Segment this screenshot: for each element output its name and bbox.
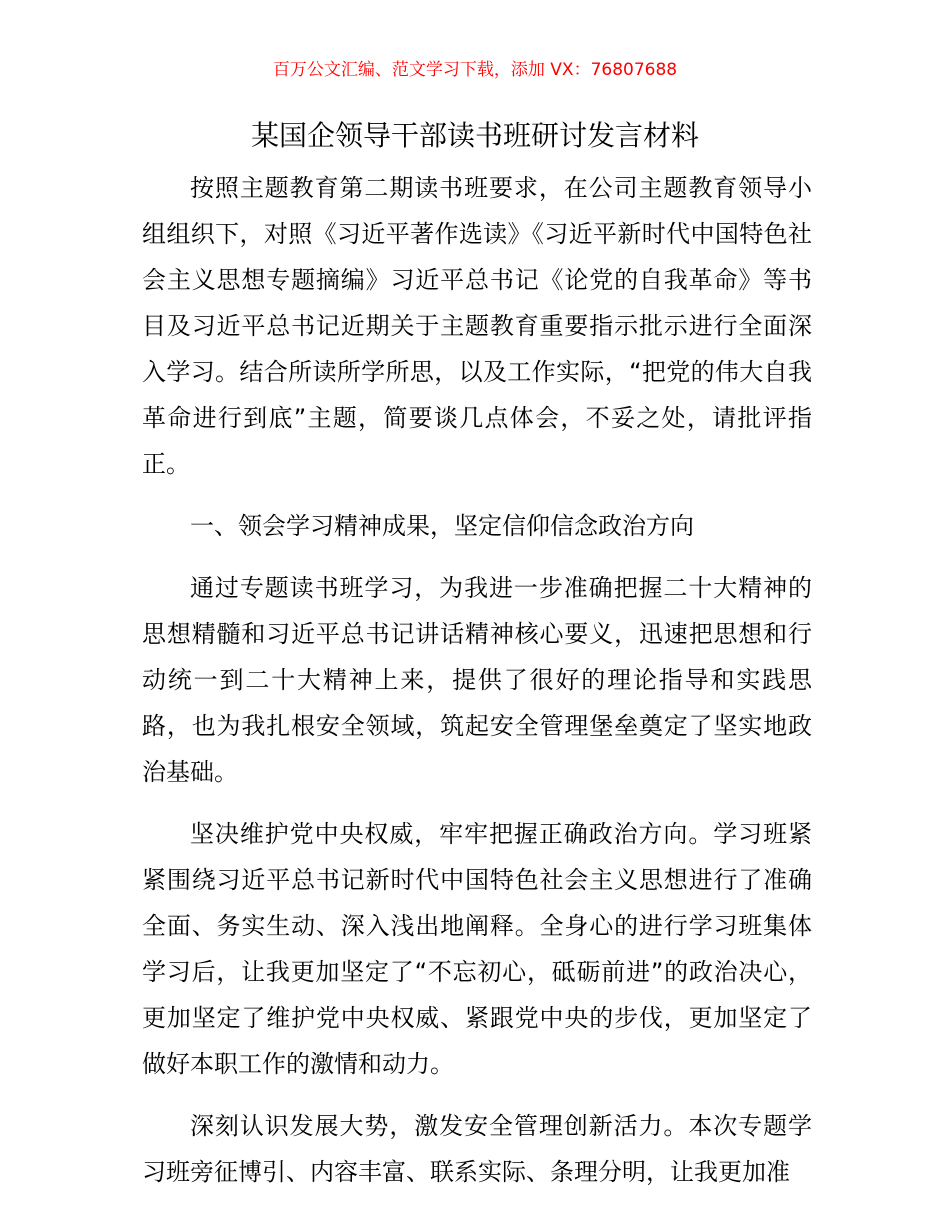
paragraph-1: 通过专题读书班学习，为我进一步准确把握二十大精神的思想精髓和习近平总书记讲话精神核心要义，迅速把思想和行动统一到二十大精神上来，提供了很好的理论指导和实践思路，也为我扎根安全领域，筑起安全管理堡垒奠定了坚实地政治基础。 xyxy=(142,574,812,786)
document-title: 某国企领导干部读书班研讨发言材料 xyxy=(250,119,699,152)
paragraph-3: 深刻认识发展大势，激发安全管理创新活力。本次专题学习班旁征博引、内容丰富、联系实际、条理分明，让我更加准 xyxy=(142,1112,812,1186)
section-heading-1: 一、领会学习精神成果，坚定信仰信念政治方向 xyxy=(190,512,694,540)
document-body xyxy=(142,165,812,1211)
paragraph-2: 坚决维护党中央权威，牢牢把握正确政治方向。学习班紧紧围绕习近平总书记新时代中国特色社会主义思想进行了准确全面、务实生动、深入浅出地阐释。全身心的进行学习班集体学习后，让我更加坚定了“不忘初心，砥砺前进”的政治决心，更加坚定了维护党中央权威、紧跟党中央的步伐，更加坚定了做好本职工作的激情和动力。 xyxy=(142,820,812,1078)
header-banner: 百万公文汇编、范文学习下载，添加 VX：76807688 xyxy=(272,60,678,80)
paragraph-intro: 按照主题教育第二期读书班要求，在公司主题教育领导小组组织下，对照《习近平著作选读》《习近平新时代中国特色社会主义思想专题摘编》习近平总书记《论党的自我革命》等书目及习近平总书记近期关于主题教育重要指示批示进行全面深入学习。结合所读所学所思，以及工作实际，“把党的伟大自我革命进行到底”主题，简要谈几点体会，不妥之处，请批评指正。 xyxy=(142,174,812,478)
